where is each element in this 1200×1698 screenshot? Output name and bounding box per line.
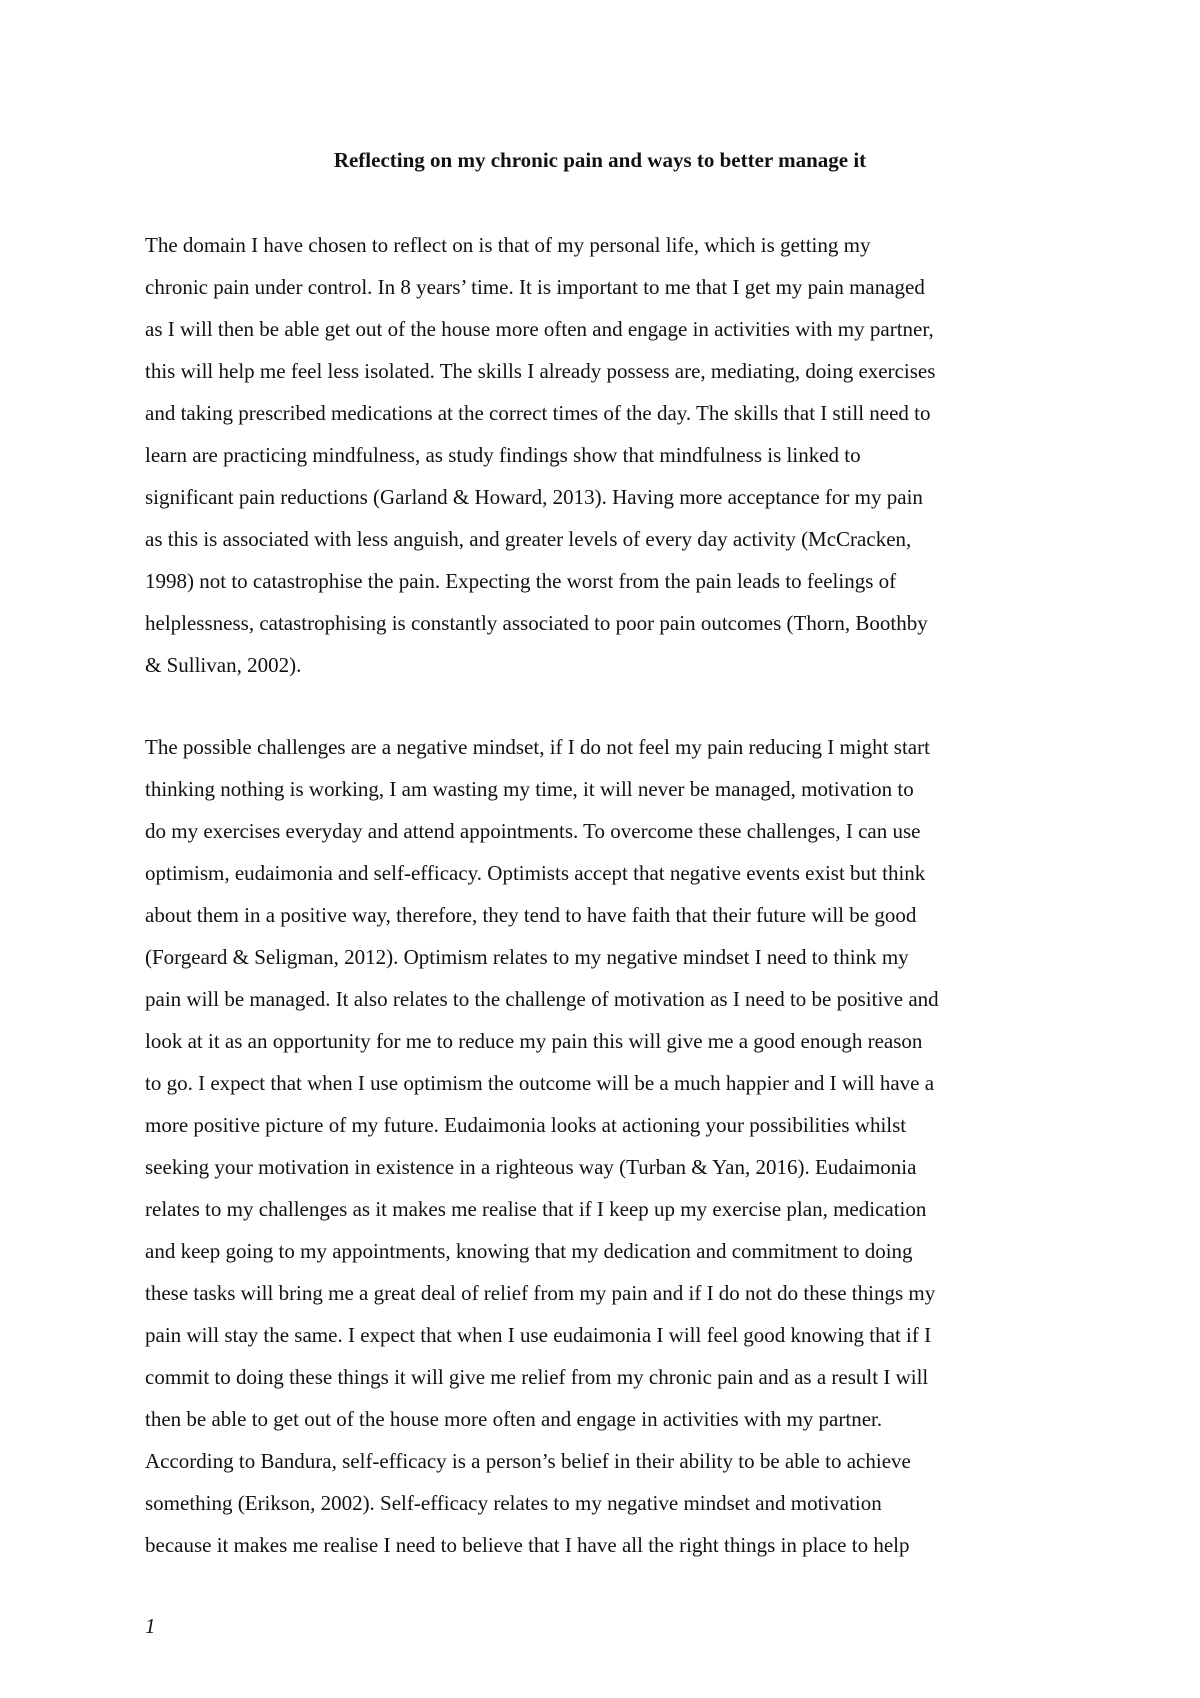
- text-line: because it makes me realise I need to believe that I have all the right things in place to help: [145, 1533, 910, 1557]
- document-title: Reflecting on my chronic pain and ways to better manage it: [333, 148, 867, 172]
- text-line: helplessness, catastrophising is constantly associated to poor pain outcomes (Thorn, Boothby: [145, 611, 928, 635]
- text-line: these tasks will bring me a great deal of relief from my pain and if I do not do these things my: [145, 1281, 936, 1305]
- text-line: and keep going to my appointments, knowing that my dedication and commitment to doing: [145, 1239, 913, 1263]
- text-line: significant pain reductions (Garland & Howard, 2013). Having more acceptance for my pain: [145, 485, 923, 509]
- text-line: this will help me feel less isolated. The skills I already possess are, mediating, doing exercises: [145, 359, 936, 383]
- text-line: 1998) not to catastrophise the pain. Expecting the worst from the pain leads to feelings of: [145, 569, 897, 593]
- text-line: relates to my challenges as it makes me realise that if I keep up my exercise plan, medication: [145, 1197, 927, 1221]
- text-line: pain will be managed. It also relates to the challenge of motivation as I need to be positive and: [145, 987, 939, 1011]
- text-line: The possible challenges are a negative mindset, if I do not feel my pain reducing I might start: [145, 735, 930, 759]
- text-line: & Sullivan, 2002).: [145, 653, 302, 677]
- page-number: 1: [145, 1614, 156, 1638]
- document-body: [145, 224, 1085, 1606]
- text-line: The domain I have chosen to reflect on is that of my personal life, which is getting my: [145, 233, 871, 257]
- text-line: seeking your motivation in existence in a righteous way (Turban & Yan, 2016). Eudaimonia: [145, 1155, 917, 1179]
- text-line: and taking prescribed medications at the correct times of the day. The skills that I still need to: [145, 401, 931, 425]
- text-line: as I will then be able get out of the house more often and engage in activities with my partner,: [145, 317, 934, 341]
- text-line: (Forgeard & Seligman, 2012). Optimism relates to my negative mindset I need to think my: [145, 945, 909, 969]
- text-line: optimism, eudaimonia and self-efficacy. Optimists accept that negative events exist but think: [145, 861, 926, 885]
- paragraph: [145, 224, 1085, 686]
- text-line: do my exercises everyday and attend appointments. To overcome these challenges, I can use: [145, 819, 921, 843]
- text-line: about them in a positive way, therefore, they tend to have faith that their future will be good: [145, 903, 917, 927]
- text-line: more positive picture of my future. Eudaimonia looks at actioning your possibilities whilst: [145, 1113, 907, 1137]
- text-line: something (Erikson, 2002). Self-efficacy relates to my negative mindset and motivation: [145, 1491, 882, 1515]
- text-line: According to Bandura, self-efficacy is a person’s belief in their ability to be able to achieve: [145, 1449, 911, 1473]
- text-line: look at it as an opportunity for me to reduce my pain this will give me a good enough reason: [145, 1029, 923, 1053]
- text-line: thinking nothing is working, I am wasting my time, it will never be managed, motivation to: [145, 777, 914, 801]
- text-line: then be able to get out of the house more often and engage in activities with my partner.: [145, 1407, 883, 1431]
- text-line: to go. I expect that when I use optimism the outcome will be a much happier and I will have a: [145, 1071, 935, 1095]
- text-line: chronic pain under control. In 8 years’ time. It is important to me that I get my pain managed: [145, 275, 925, 299]
- text-line: as this is associated with less anguish, and greater levels of every day activity (McCracken,: [145, 527, 912, 551]
- paragraph: [145, 726, 1085, 1566]
- text-line: pain will stay the same. I expect that when I use eudaimonia I will feel good knowing that if I: [145, 1323, 932, 1347]
- text-line: commit to doing these things it will give me relief from my chronic pain and as a result I will: [145, 1365, 929, 1389]
- text-line: learn are practicing mindfulness, as study findings show that mindfulness is linked to: [145, 443, 861, 467]
